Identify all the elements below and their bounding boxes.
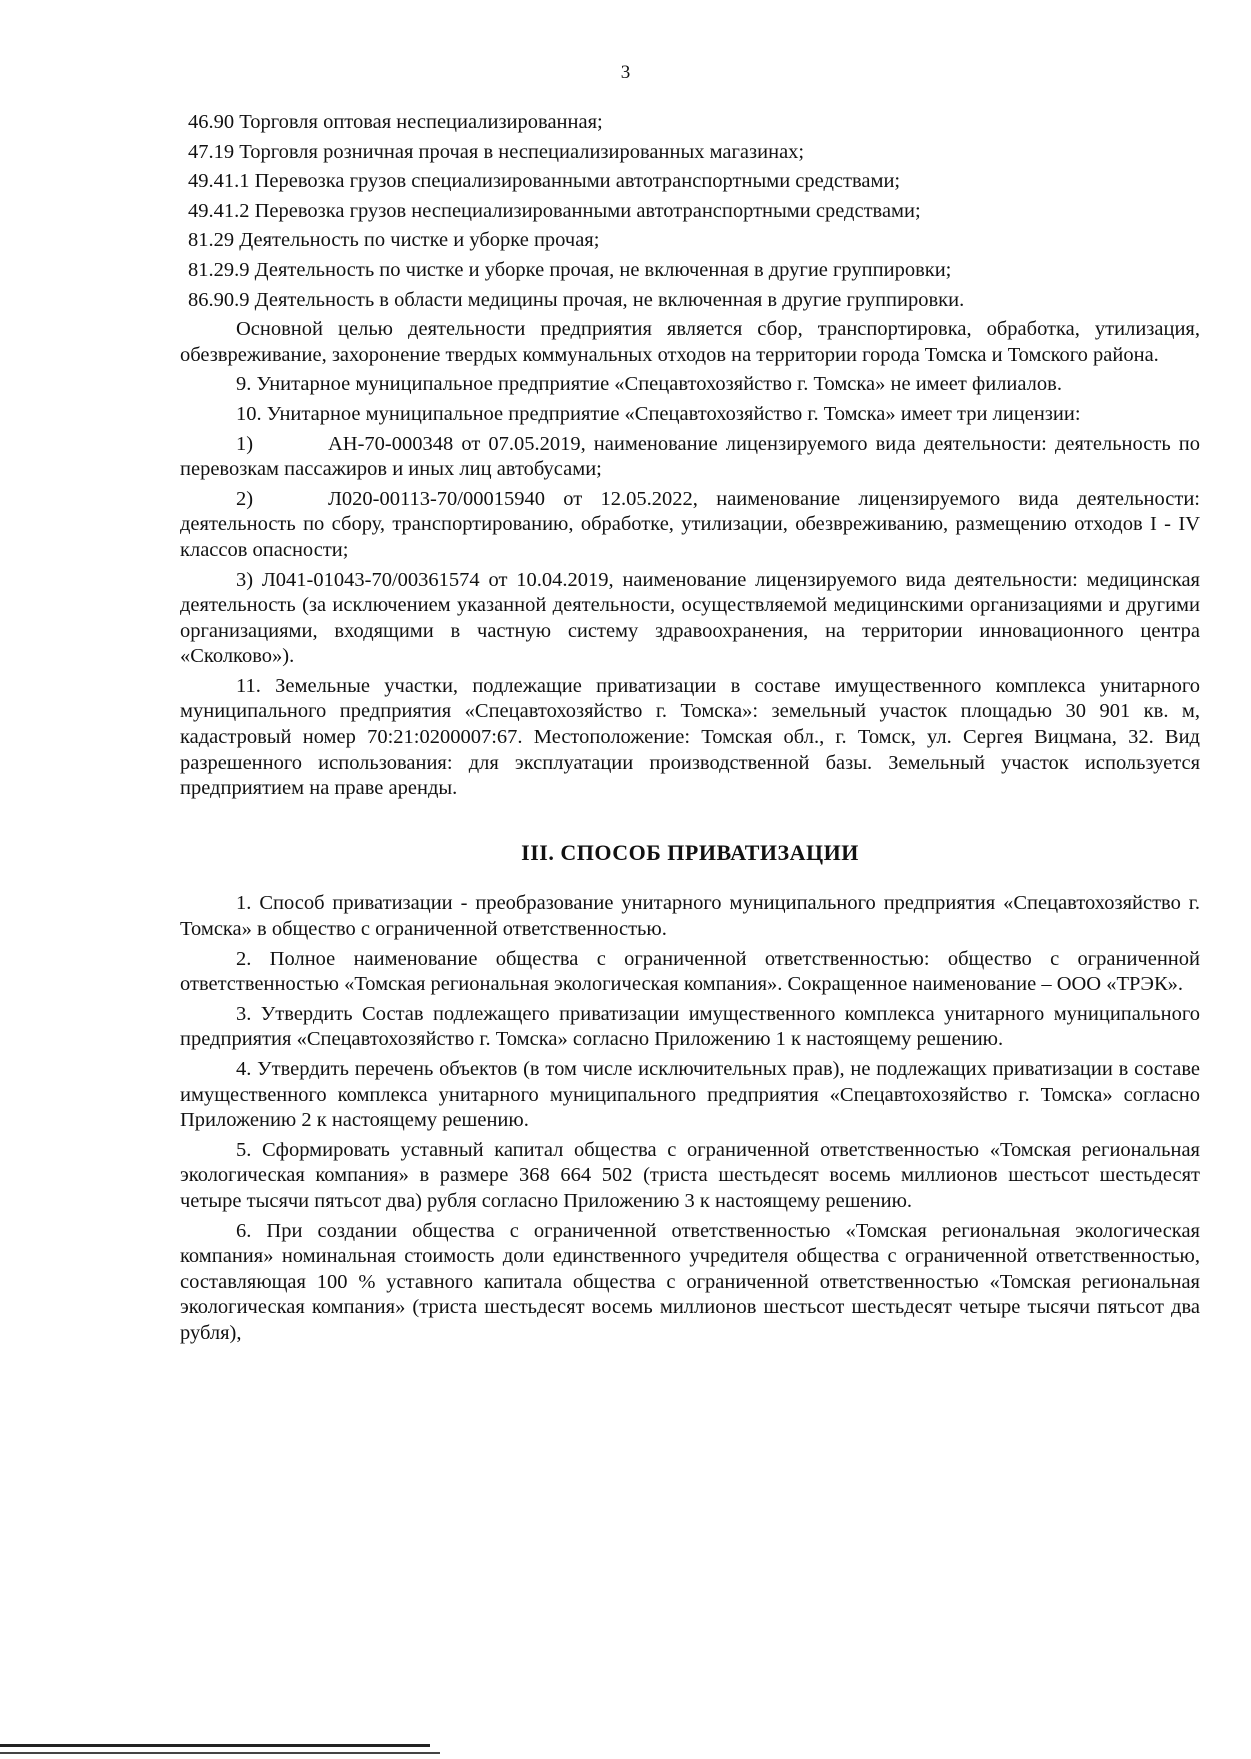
license-item [180, 432, 1200, 483]
section-item: 1. Способ приватизации - преобразование унитарного муниципального предприятия «Спецавтохозяйство г. Томска» в общество с ограниченной ответственностью. [180, 892, 1200, 941]
activity-codes-list [180, 110, 1200, 313]
license-text: АН-70-000348 от 07.05.2019, наименование лицензируемого вида деятельности: деятельность по перевозкам пассажиров и иных лиц автобусами; [180, 432, 1200, 481]
document-body [180, 110, 1200, 1351]
scan-edge-line [0, 1752, 440, 1754]
license-number: 1) [236, 432, 254, 455]
license-number: 2) [236, 487, 254, 510]
item-10-paragraph: 10. Унитарное муниципальное предприятие «Спецавтохозяйство г. Томска» имеет три лицензии: [236, 402, 1081, 425]
page-number: 3 [620, 62, 631, 83]
item-11-paragraph: 11. Земельные участки, подлежащие приватизации в составе имущественного комплекса унитарного муниципального предприятия «Спецавтохозяйство г. Томска»: земельный участок площадью 30 901 кв. м, кадастровый номер 70:21:0200007:67. Местоположение: Томская обл., г. Томск, ул. Сергея Вицмана, 32. Вид разрешенного использования: для эксплуатации производственной базы. Земельный участок используется предприятием на праве аренды. [180, 674, 1200, 800]
section-item: 6. При создании общества с ограниченной ответственностью «Томская региональная экологическая компания» номинальная стоимость доли единственного учредителя общества с ограниченной ответственностью, составляющая 100 % уставного капитала общества с ограниченной ответственностью «Томская региональная экологическая компания» (триста шестьдесят восемь миллионов шестьсот шестьдесят четыре тысячи пятьсот два рубля), [180, 1219, 1200, 1344]
license-item [180, 487, 1200, 564]
section-title: III. СПОСОБ ПРИВАТИЗАЦИИ [521, 839, 859, 865]
section-item: 5. Сформировать уставный капитал общества с ограниченной ответственностью «Томская региональная экологическая компания» в размере 368 664 502 (триста шестьдесят восемь миллионов шестьсот шестьдесят четыре тысячи пятьсот два) рубля согласно Приложению 3 к настоящему решению. [180, 1138, 1200, 1212]
activity-code-line: 86.90.9 Деятельность в области медицины прочая, не включенная в другие группировки. [188, 288, 965, 311]
item-9-paragraph: 9. Унитарное муниципальное предприятие «Спецавтохозяйство г. Томска» не имеет филиалов. [236, 373, 1062, 396]
license-item [180, 568, 1200, 670]
activity-code-line: 49.41.1 Перевозка грузов специализированными автотранспортными средствами; [188, 170, 901, 193]
scan-edge-line [0, 1744, 430, 1747]
section-item: 3. Утвердить Состав подлежащего приватизации имущественного комплекса унитарного муниципального предприятия «Спецавтохозяйство г. Томска» согласно Приложению 1 к настоящему решению. [180, 1002, 1200, 1051]
section-item: 4. Утвердить перечень объектов (в том числе исключительных прав), не подлежащих приватизации в составе имущественного комплекса унитарного муниципального предприятия «Спецавтохозяйство г. Томска» согласно Приложению 2 к настоящему решению. [180, 1058, 1200, 1132]
activity-code-line: 49.41.2 Перевозка грузов неспециализированными автотранспортными средствами; [188, 199, 921, 222]
section-item: 2. Полное наименование общества с ограниченной ответственностью: общество с ограниченной ответственностью «Томская региональная экологическая компания». Сокращенное наименование – ООО «ТРЭК». [180, 947, 1200, 996]
activity-code-line: 81.29.9 Деятельность по чистке и уборке прочая, не включенная в другие группировки; [188, 258, 952, 281]
main-goal-paragraph: Основной целью деятельности предприятия является сбор, транспортировка, обработка, утилизация, обезвреживание, захоронение твердых коммунальных отходов на территории города Томска и Томского района. [180, 318, 1200, 366]
license-text: 3) Л041-01043-70/00361574 от 10.04.2019, наименование лицензируемого вида деятельности: медицинская деятельность (за исключением указанной деятельности, осуществляемой медицинскими организациями и другими организациями, входящими в частную систему здравоохранения, на территории инновационного центра «Сколково»). [180, 568, 1200, 668]
activity-code-line: 47.19 Торговля розничная прочая в неспециализированных магазинах; [188, 140, 805, 163]
activity-code-line: 46.90 Торговля оптовая неспециализированная; [188, 111, 603, 133]
activity-code-line: 81.29 Деятельность по чистке и уборке прочая; [188, 229, 600, 252]
license-text: Л020-00113-70/00015940 от 12.05.2022, наименование лицензируемого вида деятельности: деятельность по сбору, транспортированию, обработке, утилизации, обезвреживанию, размещению отходов I - IV классов опасности; [180, 487, 1200, 561]
